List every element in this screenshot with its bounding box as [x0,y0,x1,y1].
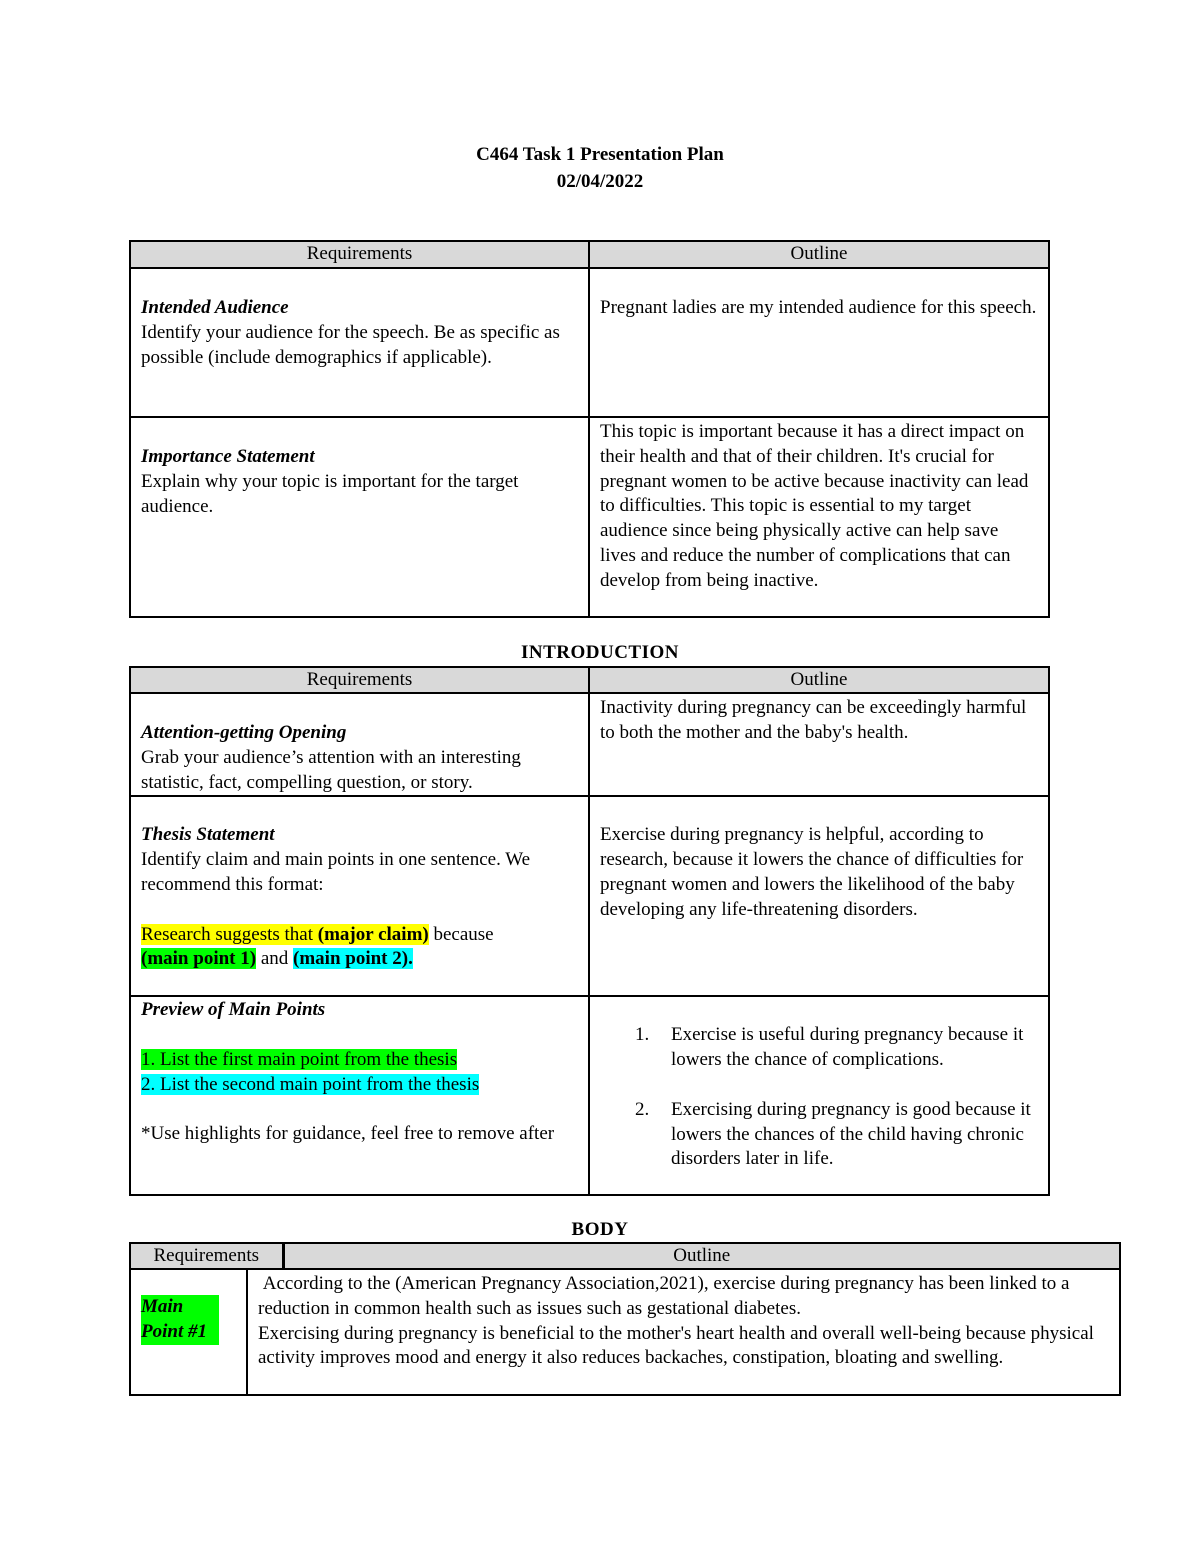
format-because: because [428,923,494,945]
list-item-number: 2. [635,1098,650,1120]
preview-note: *Use highlights for guidance, feel free to remove after [141,1123,555,1145]
document-title-block [0,141,1200,195]
preview-outline-cell [589,996,1049,1195]
importance-outline: This topic is important because it has a direct impact on their health and that of their children. It's crucial for pregnant women to be active because inactivity can lead to difficulties. This topic is essential to my target audience since being physically active can help save lives and reduce the number of complications that can develop from being inactive. [600,421,1029,591]
format-research-suggests: Research suggests that [141,923,318,945]
document-title: C464 Task 1 Presentation Plan [476,144,724,165]
attention-requirement-cell [130,693,589,796]
attention-outline-cell [589,693,1049,796]
intro-requirements-header: Requirements [130,667,589,693]
main-point-1-outline-cell [247,1269,1120,1395]
body-outline-header: Outline [283,1243,1120,1269]
list-item-text: Exercising during pregnancy is good because it lowers the chances of the child having chronic disorders later in life. [671,1098,1031,1170]
document-date: 02/04/2022 [556,171,644,192]
format-and: and [256,948,294,970]
format-main-point-2: (main point 2). [293,948,413,970]
attention-outline: Inactivity during pregnancy can be exceedingly harmful to both the mother and the baby's health. [600,697,1027,743]
thesis-requirement-cell [130,796,589,996]
attention-label: Attention-getting Opening [141,722,347,743]
format-major-claim: (major claim) [317,923,429,945]
main-point-1-requirement-cell [130,1269,247,1395]
main-point-1-label: Main Point #1 [141,1295,219,1345]
intro-outline-header: Outline [589,667,1049,693]
thesis-instructions: Identify claim and main points in one sentence. We recommend this format: [141,849,531,895]
body-requirements-header: Requirements [130,1243,283,1269]
thesis-label: Thesis Statement [141,824,275,846]
introduction-heading: INTRODUCTION [520,642,680,663]
list-item [600,1098,1038,1172]
list-item-number: 1. [635,1024,650,1046]
importance-requirement-cell [130,417,589,617]
plan-table [129,240,1050,618]
main-point-1-outline-line-1: According to the (American Pregnancy Association,2021), exercise during pregnancy has been linked to a reduction in common health such as issues such as gestational diabetes. [258,1273,1075,1319]
body-table [129,1242,1121,1396]
attention-instructions: Grab your audience’s attention with an interesting statistic, fact, compelling question, or story. [141,746,521,793]
importance-instructions: Explain why your topic is important for the target audience. [141,470,519,517]
outline-header: Outline [589,241,1049,268]
preview-instruction-1: 1. List the first main point from the thesis [141,1048,458,1070]
list-item [600,1023,1038,1073]
introduction-table [129,666,1050,1196]
thesis-outline: Exercise during pregnancy is helpful, according to research, because it lowers the chance of difficulties for pregnant women and lowers the likelihood of the baby developing any life-threatening disorders. [600,824,1024,920]
importance-label: Importance Statement [141,446,315,467]
requirements-header: Requirements [130,241,589,268]
body-heading: BODY [571,1219,629,1240]
audience-label: Intended Audience [141,297,289,318]
audience-requirement-cell [130,268,589,417]
audience-outline: Pregnant ladies are my intended audience for this speech. [600,297,1037,318]
thesis-format-example [141,923,578,973]
preview-points-list [600,1023,1038,1172]
audience-instructions: Identify your audience for the speech. Be as specific as possible (include demographics if applicable). [141,321,560,368]
importance-outline-cell [589,417,1049,617]
list-item-text: Exercise is useful during pregnancy because it lowers the chance of complications. [671,1024,1024,1071]
audience-outline-cell [589,268,1049,417]
preview-label: Preview of Main Points [141,999,326,1021]
thesis-outline-cell [589,796,1049,996]
preview-requirement-cell [130,996,589,1195]
format-main-point-1: (main point 1) [141,948,257,970]
preview-instruction-2: 2. List the second main point from the thesis [141,1073,480,1095]
main-point-1-outline-line-2: Exercising during pregnancy is beneficial to the mother's heart health and overall well-being because physical activity improves mood and energy it also reduces backaches, constipation, bloating and swelling. [258,1322,1094,1369]
